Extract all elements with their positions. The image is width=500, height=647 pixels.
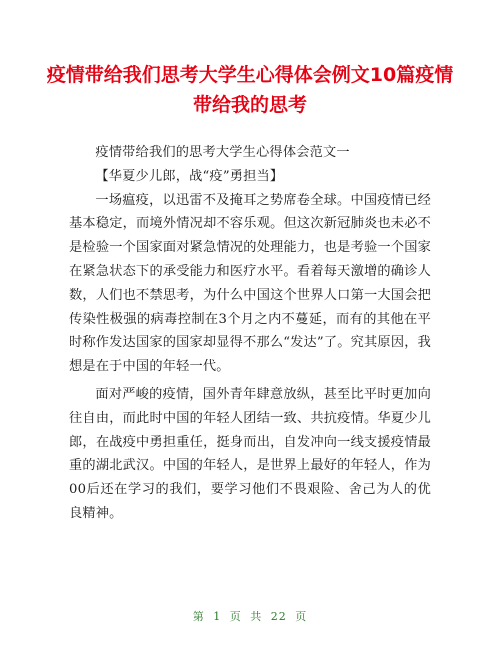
essay-heading: 疫情带给我们的思考大学生心得体会范文一	[95, 145, 350, 160]
essay-subheading: 【华夏少儿郎，战“疫”勇担当】	[95, 168, 284, 184]
page-number-footer: 第 1 页 共 22 页	[192, 610, 308, 623]
document-body	[69, 141, 431, 526]
body-paragraph: 面对严峻的疫情，国外青年肆意放纵，甚至比平时更加向往自由，而此时中国的年轻人团结一致、共抗疫情。华夏少儿郎，在战疫中勇担重任，挺身而出，自发冲向一线支援疫情最重的湖北武汉。中国的年轻人，是世界上最好的年轻人，作为00后还在学习的我们，要学习他们不畏艰险、舍己为人的优良精神。	[69, 386, 431, 521]
document-title: 疫情带给我们思考大学生心得体会例文10篇疫情带给我的思考	[46, 64, 454, 116]
body-paragraph: 一场瘟疫，以迅雷不及掩耳之势席卷全球。中国疫情已经基本稳定，而境外情况却不容乐观。但这次新冠肺炎也未必不是检验一个国家面对紧急情况的处理能力，也是考验一个国家在紧急状态下的承受能力和医疗水平。看着每天激增的确诊人数，人们也不禁思考，为什么中国这个世界人口第一大国会把传染性极强的病毒控制在3个月之内不蔓延，而有的其他在平时称作发达国家的国家却显得不那么“发达”了。究其原因，我想是在于中国的年轻一代。	[69, 192, 431, 375]
